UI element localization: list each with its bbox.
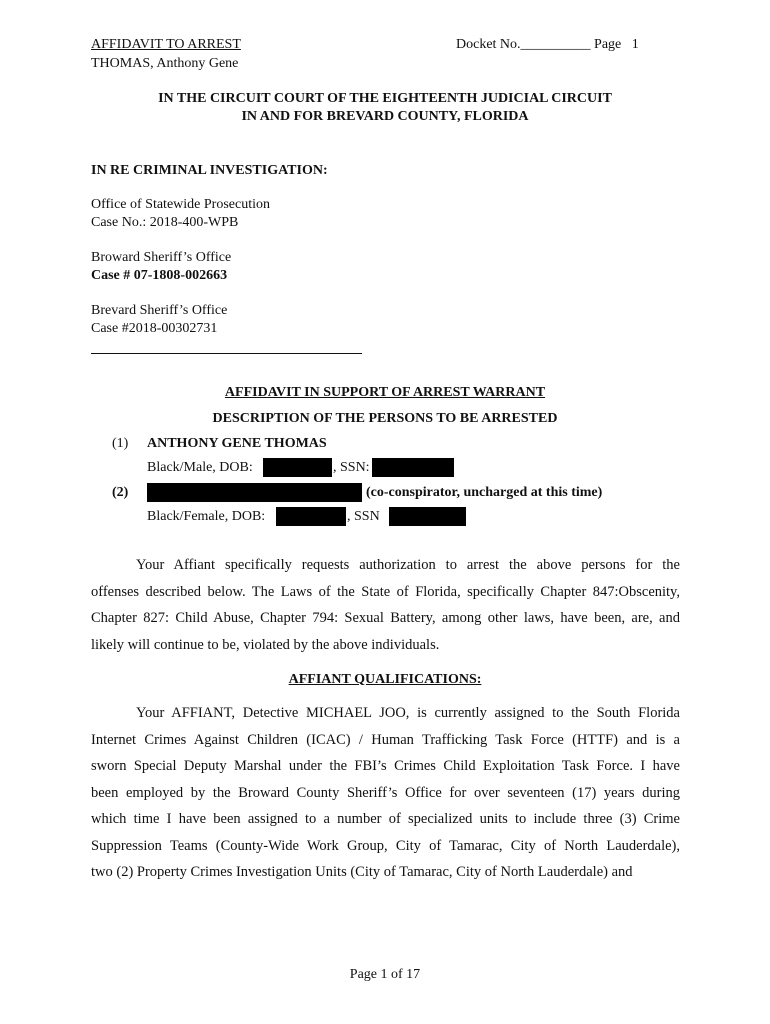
paragraph-line: which time I have been assigned to a number of specialized units to include three (3) Crime [91, 811, 680, 827]
qualifications-paragraph [91, 700, 680, 886]
agency-name: Broward Sheriff’s Office [91, 250, 232, 265]
description-title: DESCRIPTION OF THE PERSONS TO BE ARRESTED [212, 411, 558, 426]
affidavit-header-title: AFFIDAVIT TO ARREST [91, 37, 241, 52]
agency-name: Office of Statewide Prosecution [91, 197, 270, 212]
person-dob-label: Black/Female, DOB: [147, 509, 266, 524]
redacted-dob [263, 458, 332, 477]
request-paragraph [91, 552, 680, 658]
person-name: ANTHONY GENE THOMAS [147, 436, 327, 451]
page-label: Page [594, 37, 622, 52]
person-number: (2) [112, 485, 129, 500]
court-caption-line2: IN AND FOR BREVARD COUNTY, FLORIDA [241, 109, 529, 124]
paragraph-line: been employed by the Broward County Sheriff’s Office for over seventeen (17) years during [91, 784, 680, 801]
person-note: (co-conspirator, uncharged at this time) [366, 485, 603, 500]
caption-divider [91, 353, 362, 354]
qualifications-title: AFFIANT QUALIFICATIONS: [288, 672, 482, 687]
in-re-heading: IN RE CRIMINAL INVESTIGATION: [91, 163, 328, 178]
paragraph-line: Your AFFIANT, Detective MICHAEL JOO, is currently assigned to the South Florida [136, 705, 680, 721]
docket-label: Docket No.__________ [456, 37, 591, 52]
redacted-ssn [389, 507, 466, 526]
person-dob-label: Black/Male, DOB: [147, 460, 253, 475]
redacted-ssn [372, 458, 454, 477]
page-number: 1 [631, 37, 639, 52]
person-ssn-label: , SSN [347, 509, 380, 524]
paragraph-line: Chapter 827: Child Abuse, Chapter 794: Sexual Battery, among other laws, have been, are, and [91, 610, 680, 626]
redacted-name [147, 483, 362, 502]
paragraph-line: two (2) Property Crimes Investigation Units (City of Tamarac, City of North Lauderdale) and [91, 864, 633, 880]
affidavit-title: AFFIDAVIT IN SUPPORT OF ARREST WARRANT [224, 385, 546, 400]
agency-case-number: Case # 07-1808-002663 [91, 268, 228, 283]
paragraph-line: Internet Crimes Against Children (ICAC) / Human Trafficking Task Force (HTTF) and is a [91, 731, 680, 748]
paragraph-line: Suppression Teams (County-Wide Work Group, City of Tamarac, City of North Lauderdale), [91, 837, 680, 854]
person-ssn-label: , SSN: [333, 460, 370, 475]
agency-case-number: Case No.: 2018-400-WPB [91, 215, 239, 230]
agency-name: Brevard Sheriff’s Office [91, 303, 228, 318]
paragraph-line: sworn Special Deputy Marshal under the FBI’s Crimes Child Exploitation Task Force. I have [91, 758, 680, 774]
redacted-dob [276, 507, 346, 526]
page-footer: Page 1 of 17 [349, 967, 421, 982]
affidavit-header-subject: THOMAS, Anthony Gene [91, 56, 239, 71]
docket-number [456, 37, 639, 53]
person-number: (1) [112, 436, 129, 451]
court-caption-line1: IN THE CIRCUIT COURT OF THE EIGHTEENTH JUDICIAL CIRCUIT [158, 91, 612, 106]
paragraph-line: Your Affiant specifically requests authorization to arrest the above persons for the [136, 557, 680, 573]
paragraph-line: offenses described below. The Laws of the State of Florida, specifically Chapter 847:Obscenity, [91, 583, 680, 600]
agency-case-number: Case #2018-00302731 [91, 321, 218, 336]
paragraph-line: likely will continue to be, violated by the above individuals. [91, 636, 440, 653]
